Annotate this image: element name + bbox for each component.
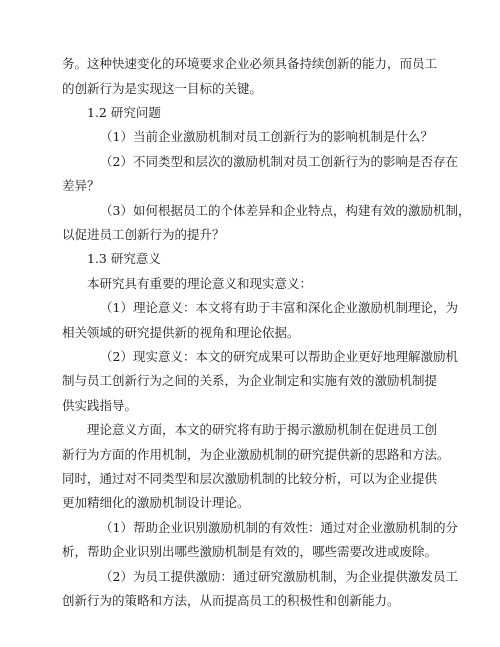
section-heading-1-3: 1.3 研究意义	[87, 251, 161, 266]
research-question-1: （1）当前企业激励机制对员工创新行为的影响机制是什么？	[100, 129, 433, 144]
research-question-3: （3）如何根据员工的个体差异和企业特点，构建有效的激励机制，	[100, 203, 471, 218]
significance-item-1: （1）理论意义：本文将有助于丰富和深化企业激励机制理论，为	[100, 300, 458, 315]
body-text-line: 务。这种快速变化的环境要求企业必须具备持续创新的能力，而员工	[62, 56, 438, 71]
body-text-line: 新行为方面的作用机制，为企业激励机制的研究提供新的思路和方法。	[62, 447, 450, 462]
body-text-line: 以促进员工创新行为的提升？	[62, 227, 225, 242]
research-question-2: （2）不同类型和层次的激励机制对员工创新行为的影响是否存在	[100, 154, 458, 169]
body-text-line: 的创新行为是实现这一目标的关键。	[62, 81, 263, 96]
practical-item-2: （2）为员工提供激励：通过研究激励机制，为企业提供激发员工	[100, 569, 458, 584]
body-text-line: 供实践指导。	[62, 398, 138, 413]
body-text-line: 更加精细化的激励机制设计理论。	[62, 495, 250, 510]
body-text-line: 本研究具有重要的理论意义和现实意义：	[87, 276, 313, 291]
body-text-line: 同时，通过对不同类型和层次激励机制的比较分析，可以为企业提供	[62, 471, 438, 486]
body-text-line: 差异？	[62, 178, 100, 193]
significance-item-2: （2）现实意义：本文的研究成果可以帮助企业更好地理解激励机	[100, 349, 458, 364]
practical-item-1: （1）帮助企业识别激励机制的有效性：通过对企业激励机制的分	[100, 520, 458, 535]
body-text-line: 析，帮助企业识别出哪些激励机制是有效的，哪些需要改进或废除。	[62, 544, 438, 559]
body-text-line: 制与员工创新行为之间的关系，为企业制定和实施有效的激励机制提	[62, 373, 438, 388]
body-text-line: 相关领域的研究提供新的视角和理论依据。	[62, 325, 300, 340]
body-text-line: 理论意义方面，本文的研究将有助于揭示激励机制在促进员工创	[87, 422, 438, 437]
body-text-line: 创新行为的策略和方法，从而提高员工的积极性和创新能力。	[62, 593, 400, 608]
section-heading-1-2: 1.2 研究问题	[87, 105, 161, 120]
